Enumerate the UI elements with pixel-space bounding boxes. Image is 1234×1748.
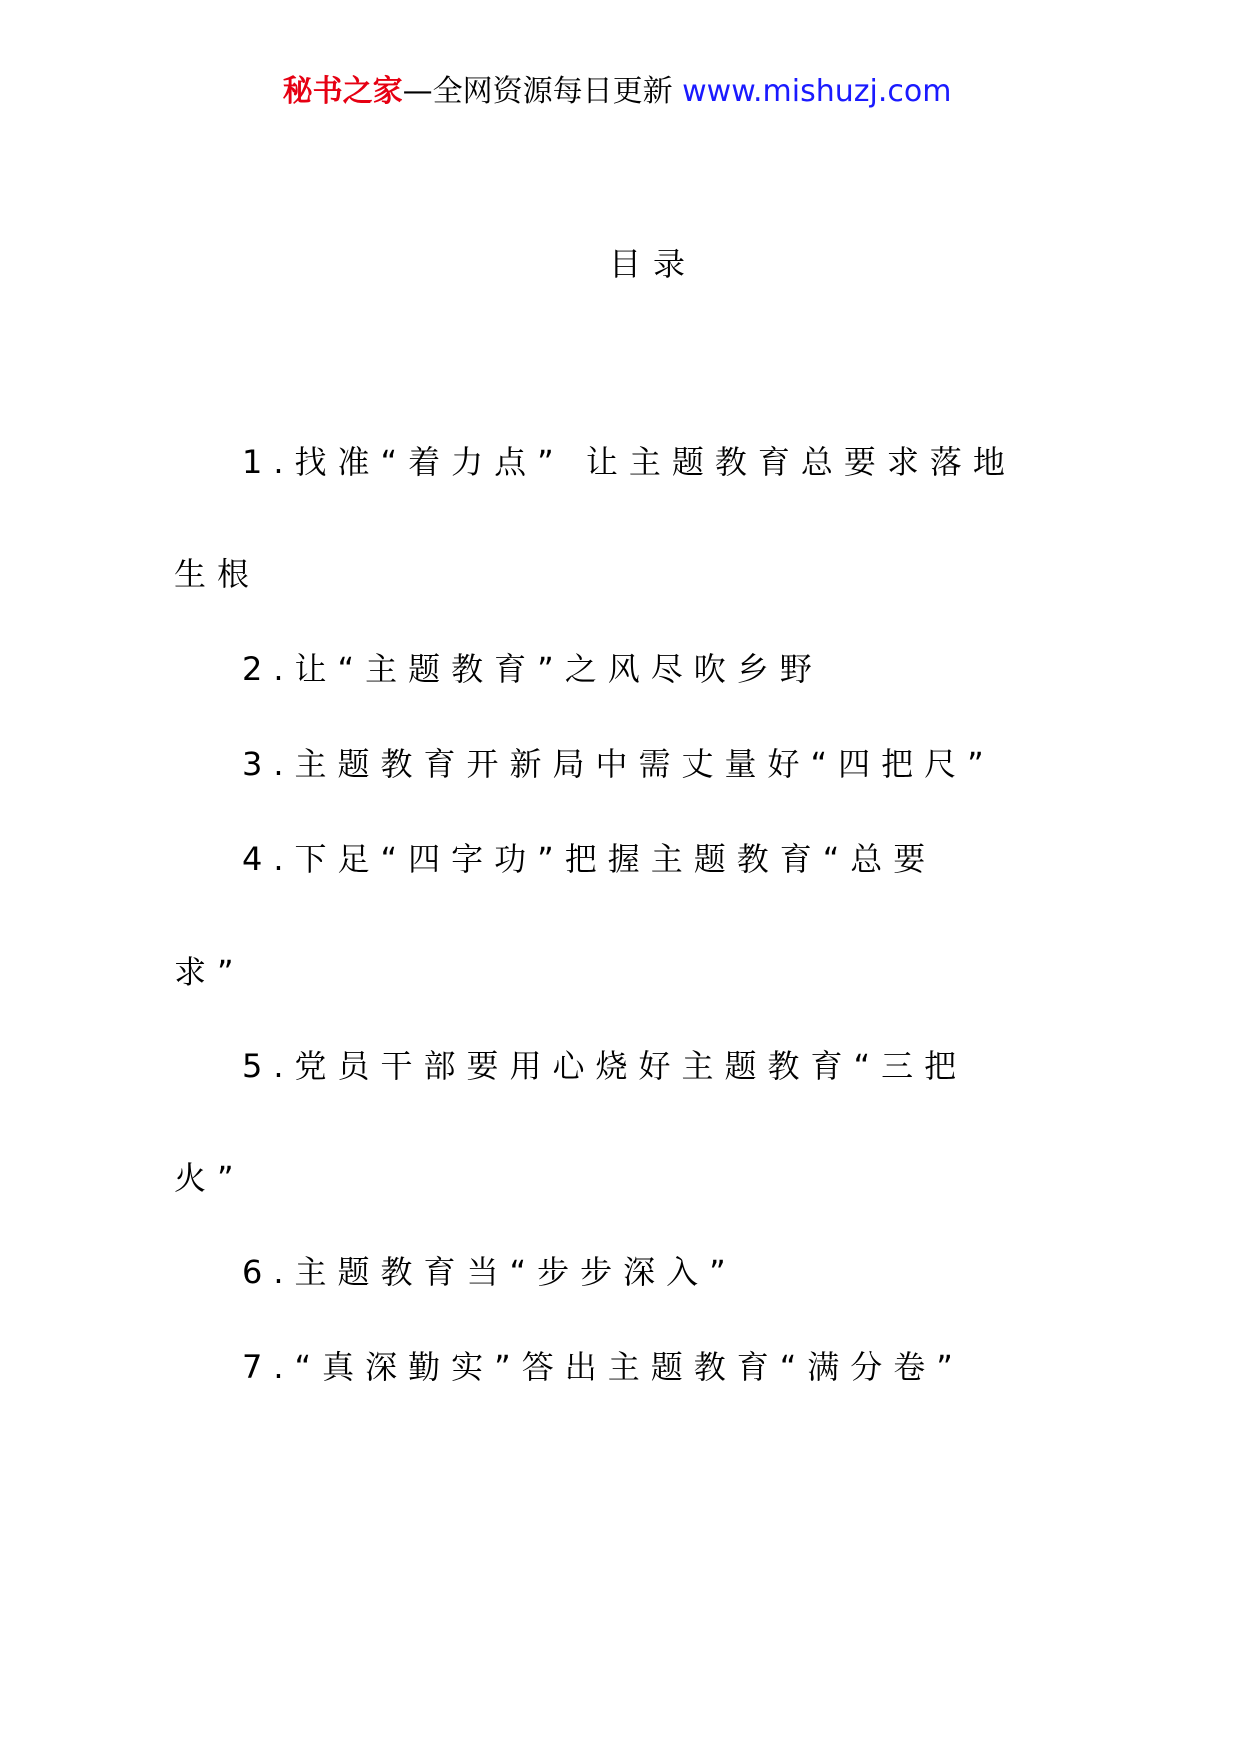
toc-item-2: 2.让“主题教育”之风尽吹乡野: [242, 650, 823, 688]
toc-item-1-continuation: 生根: [174, 555, 261, 593]
brand-name: 秘书之家: [282, 74, 403, 109]
toc-item-4: 4.下足“四字功”把握主题教育“总要: [242, 840, 937, 878]
toc-item-7: 7.“真深勤实”答出主题教育“满分卷”: [242, 1348, 964, 1386]
header-tagline: —全网资源每日更新: [402, 74, 673, 109]
toc-item-5: 5.党员干部要用心烧好主题教育“三把: [242, 1047, 968, 1085]
toc-item-1: 1.找准“着力点” 让主题教育总要求落地: [242, 443, 1016, 481]
site-url-link[interactable]: www.mishuzj.com: [682, 74, 952, 109]
page-title: 目录: [608, 245, 697, 283]
toc-item-6: 6.主题教育当“步步深入”: [242, 1253, 737, 1291]
toc-item-4-continuation: 求”: [174, 953, 245, 991]
site-header: [0, 72, 1234, 112]
toc-item-3: 3.主题教育开新局中需丈量好“四把尺”: [242, 745, 995, 783]
toc-item-5-continuation: 火”: [174, 1159, 245, 1197]
